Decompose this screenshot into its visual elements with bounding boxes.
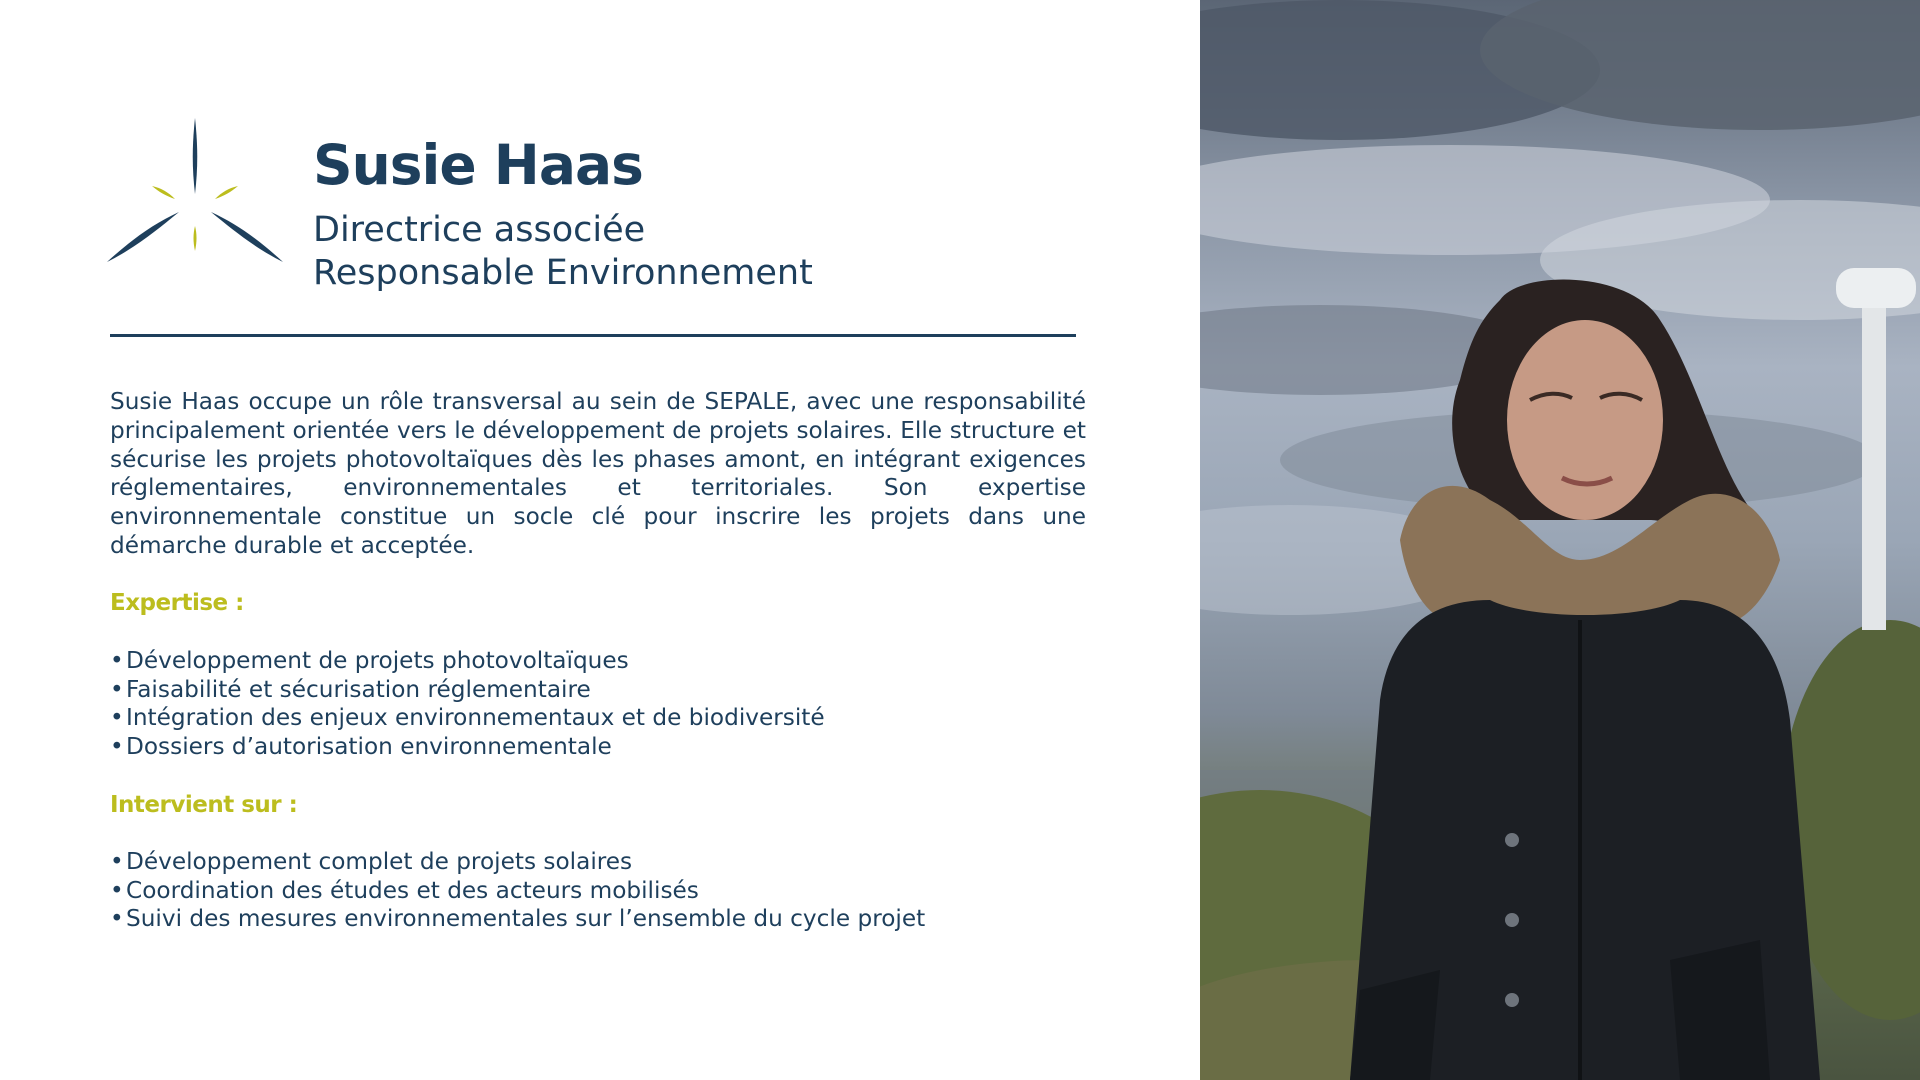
bullet-glyph: •: [110, 704, 124, 732]
list-item: [110, 877, 925, 906]
bio-paragraph: [110, 388, 1086, 561]
intervient-list: [110, 848, 925, 934]
portrait-photo: [1200, 0, 1920, 1080]
bullet-glyph: •: [110, 848, 124, 875]
list-item: [110, 704, 825, 733]
role-line-1: Directrice associée: [313, 210, 646, 250]
list-item-text: Faisabilité et sécurisation réglementaire: [126, 675, 591, 703]
person-name: Susie Haas: [313, 133, 643, 197]
list-item: [110, 848, 925, 877]
bio-text: Susie Haas occupe un rôle transversal au sein de SEPALE, avec une responsabilité principalement orientée vers le développement de projets solaires. Elle structure et sécurise les projets photovoltaïques dès les phases amont, en intégrant exigences réglementaires, environnementales et territoriales. Son expertise environnementale constitue un socle clé pour inscrire les projets dans une démarche durable et acceptée.: [110, 388, 1086, 559]
list-item-text: Intégration des enjeux environnementaux et de biodiversité: [126, 704, 825, 732]
bullet-glyph: •: [110, 675, 124, 703]
list-item: [110, 647, 825, 676]
divider: [110, 334, 1076, 337]
bullet-glyph: •: [110, 647, 124, 674]
role-line-2: Responsable Environnement: [313, 253, 813, 293]
bullet-glyph: •: [110, 905, 124, 933]
person-role: [313, 209, 813, 295]
list-item-text: Suivi des mesures environnementales sur l’ensemble du cycle projet: [126, 905, 926, 933]
expertise-list: [110, 647, 825, 762]
wind-turbine-logo-icon: [105, 116, 285, 266]
intervient-heading: Intervient sur :: [110, 792, 298, 818]
bullet-glyph: •: [110, 733, 124, 761]
list-item-text: Coordination des études et des acteurs mobilisés: [126, 876, 699, 904]
list-item-text: Développement de projets photovoltaïques: [126, 647, 629, 674]
list-item: [110, 676, 825, 705]
list-item: [110, 733, 825, 762]
list-item-text: Dossiers d’autorisation environnementale: [126, 733, 612, 761]
expertise-heading: Expertise :: [110, 590, 244, 616]
list-item-text: Développement complet de projets solaires: [126, 848, 633, 875]
list-item: [110, 905, 925, 934]
bullet-glyph: •: [110, 876, 124, 904]
portrait-illustration: [1200, 0, 1920, 1080]
